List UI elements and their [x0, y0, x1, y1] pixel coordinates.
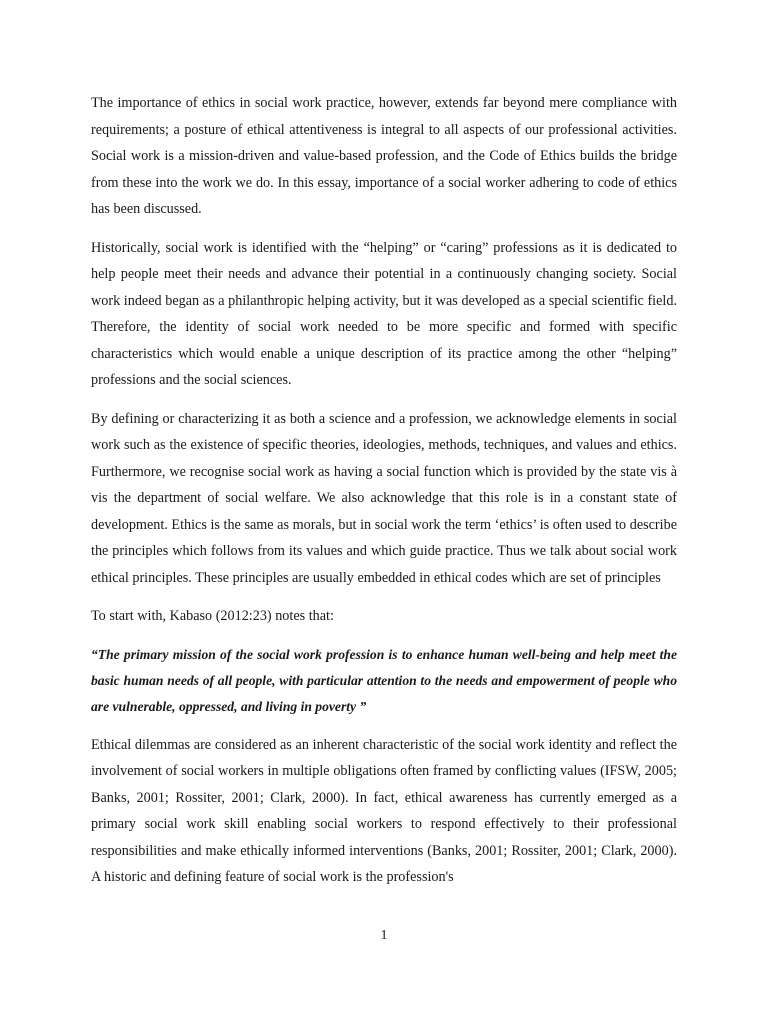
paragraph-ethical-dilemmas: Ethical dilemmas are considered as an inherent characteristic of the social work identity and reflect the involvement of social workers in multiple obligations often framed by conflicting values (IFSW, 2005; Banks, 2001; Rossiter, 2001; Clark, 2000). In fact, ethical awareness has currently emerged as a primary social work skill enabling social workers to respond effectively to their professional responsibilities and make ethically informed interventions (Banks, 2001; Rossiter, 2001; Clark, 2000). A historic and defining feature of social work is the profession's: [91, 736, 677, 885]
page-number: 1: [380, 928, 388, 943]
paragraph-definition: By defining or characterizing it as both a science and a profession, we acknowledge elements in social work such as the existence of specific theories, ideologies, methods, techniques, and values and ethics. Furthermore, we recognise social work as having a social function which is provided by the state vis à vis the department of social welfare. We also acknowledge that this role is in a constant state of development. Ethics is the same as morals, but in social work the term ‘ethics’ is often used to describe the principles which follows from its values and which guide practice. Thus we talk about social work ethical principles. These principles are usually embedded in ethical codes which are set of principles: [91, 410, 677, 586]
document-body: [91, 90, 677, 903]
paragraph-intro: The importance of ethics in social work practice, however, extends far beyond mere compliance with requirements; a posture of ethical attentiveness is integral to all aspects of our professional activities. Social work is a mission-driven and value-based profession, and the Code of Ethics builds the bridge from these into the work we do. In this essay, importance of a social worker adhering to code of ethics has been discussed.: [91, 95, 677, 217]
block-quote: “The primary mission of the social work profession is to enhance human well-being and help meet the basic human needs of all people, with particular attention to the needs and empowerment of people who are vulnerable, oppressed, and living in poverty ”: [91, 646, 677, 714]
paragraph-quote-intro: To start with, Kabaso (2012:23) notes that:: [91, 608, 334, 624]
paragraph-history: Historically, social work is identified with the “helping” or “caring” professions as it is dedicated to help people meet their needs and advance their potential in a continuously changing society. Social work indeed began as a philanthropic helping activity, but it was developed as a special scientific field. Therefore, the identity of social work needed to be more specific and formed with specific characteristics which would enable a unique description of its practice among the other “helping” professions and the social sciences.: [91, 239, 677, 388]
